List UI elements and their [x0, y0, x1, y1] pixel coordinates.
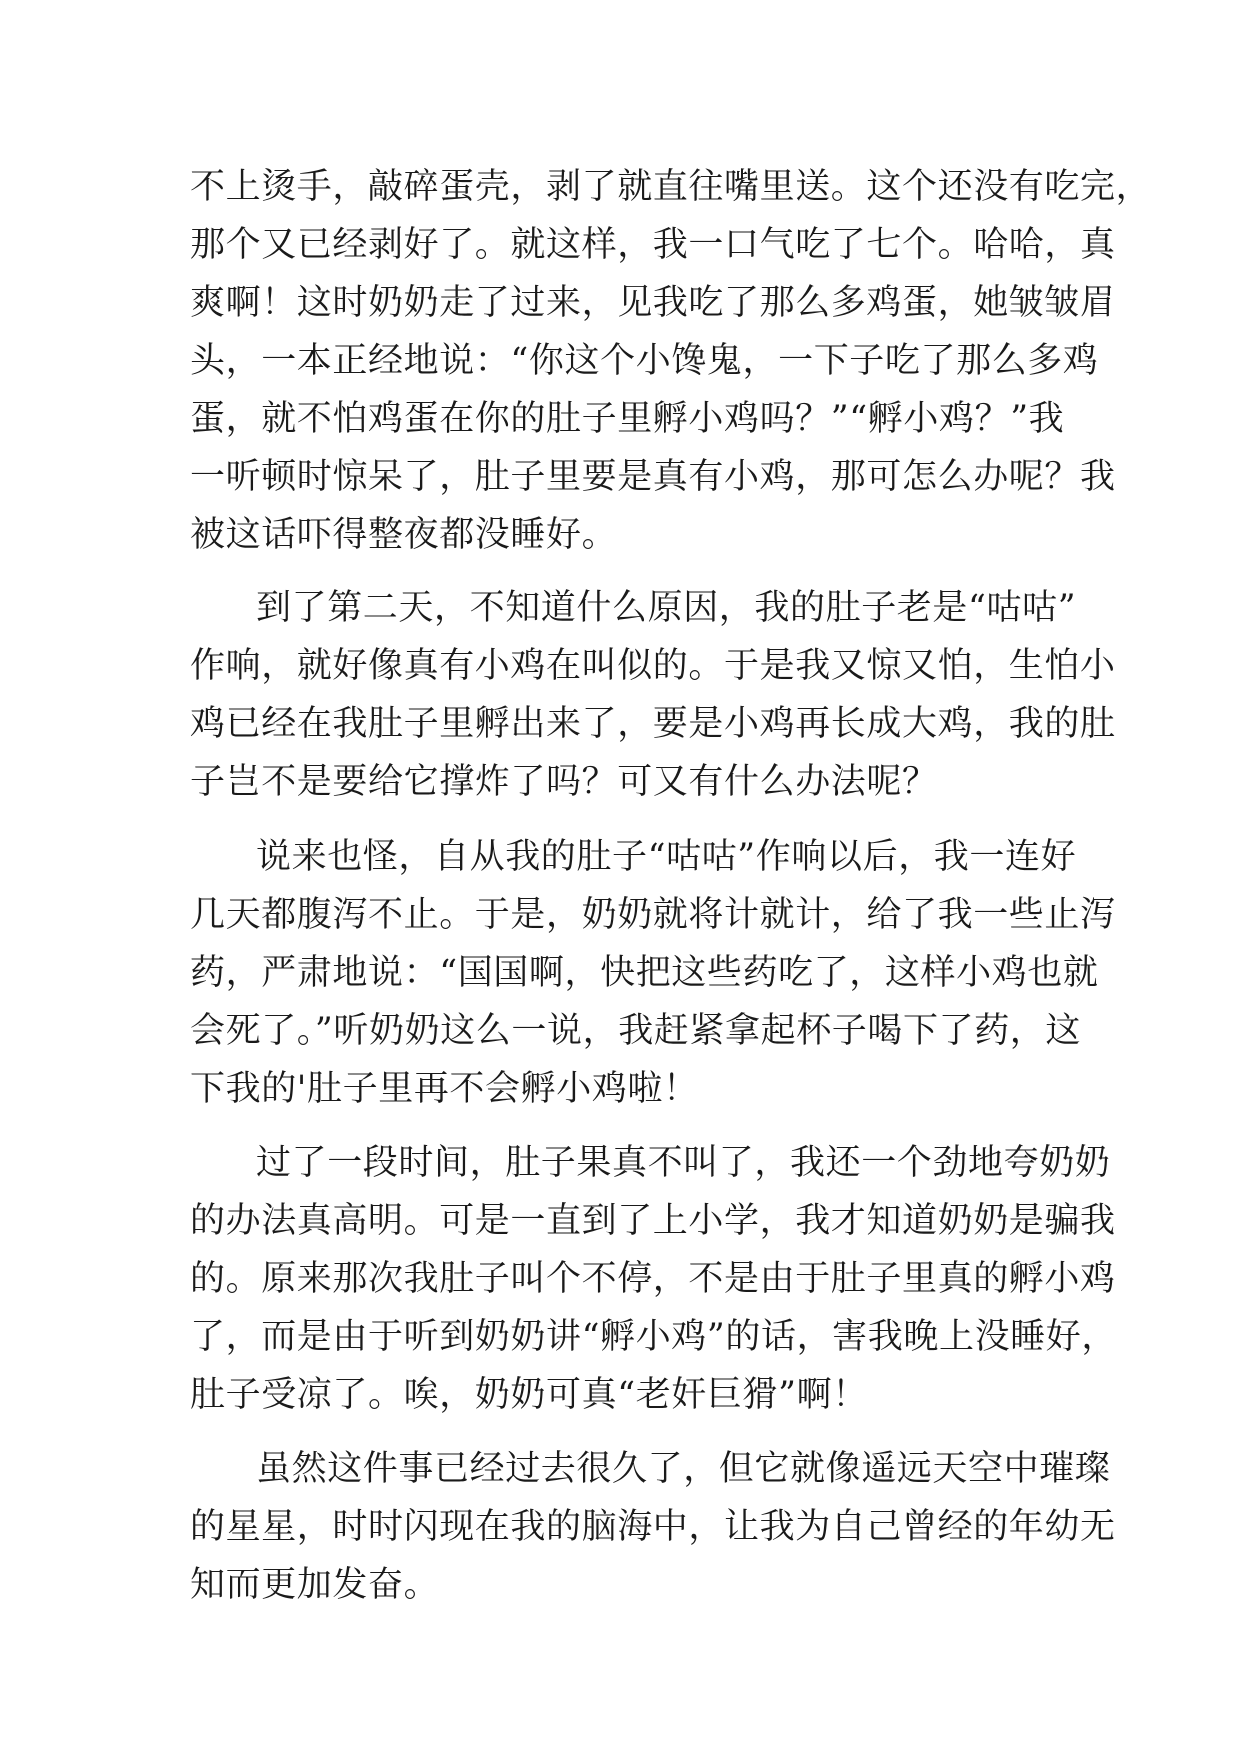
paragraph-first-line: 说来也怪，自从我的肚子“咕咕”作响以后，我一连好: [256, 837, 1077, 877]
paragraph-first-line: 到了第二天，不知道什么原因，我的肚子老是“咕咕”: [256, 588, 1077, 628]
text-line: 蛋，就不怕鸡蛋在你的肚子里孵小鸡吗？”“孵小鸡？”我: [190, 399, 1065, 439]
text-line: 的星星，时时闪现在我的脑海中，让我为自己曾经的年幼无: [190, 1507, 1116, 1547]
text-line: 的办法真高明。可是一直到了上小学，我才知道奶奶是骗我: [190, 1201, 1116, 1241]
text-line: 作响，就好像真有小鸡在叫似的。于是我又惊又怕，生怕小: [190, 646, 1116, 686]
text-line: 下我的'肚子里再不会孵小鸡啦！: [190, 1069, 699, 1109]
text-line: 一听顿时惊呆了，肚子里要是真有小鸡，那可怎么办呢？我: [190, 457, 1116, 497]
text-line: 肚子受凉了。唉，奶奶可真“老奸巨猾”啊！: [190, 1375, 868, 1415]
text-line: 药，严肃地说：“国国啊，快把这些药吃了，这样小鸡也就: [190, 953, 1099, 993]
text-line: 会死了。”听奶奶这么一说，我赶紧拿起杯子喝下了药，这: [190, 1011, 1081, 1051]
text-line: 子岂不是要给它撑炸了吗？可又有什么办法呢？: [190, 762, 938, 802]
paragraph-first-line: 过了一段时间，肚子果真不叫了，我还一个劲地夸奶奶: [256, 1143, 1111, 1183]
text-line: 头，一本正经地说：“你这个小馋鬼，一下子吃了那么多鸡: [190, 341, 1099, 381]
text-line: 不上烫手，敲碎蛋壳，剥了就直往嘴里送。这个还没有吃完，: [190, 167, 1152, 207]
text-line: 知而更加发奋。: [190, 1565, 440, 1605]
text-line: 爽啊！这时奶奶走了过来，见我吃了那么多鸡蛋，她皱皱眉: [190, 283, 1116, 323]
text-line: 几天都腹泻不止。于是，奶奶就将计就计，给了我一些止泻: [190, 895, 1116, 935]
text-line: 的。原来那次我肚子叫个不停，不是由于肚子里真的孵小鸡: [190, 1259, 1116, 1299]
text-line: 鸡已经在我肚子里孵出来了，要是小鸡再长成大鸡，我的肚: [190, 704, 1116, 744]
text-line: 被这话吓得整夜都没睡好。: [190, 515, 618, 555]
text-line: 了，而是由于听到奶奶讲“孵小鸡”的话，害我晚上没睡好，: [190, 1317, 1117, 1357]
paragraph-first-line: 虽然这件事已经过去很久了，但它就像遥远天空中璀璨: [256, 1449, 1111, 1489]
text-line: 那个又已经剥好了。就这样，我一口气吃了七个。哈哈，真: [190, 225, 1116, 265]
